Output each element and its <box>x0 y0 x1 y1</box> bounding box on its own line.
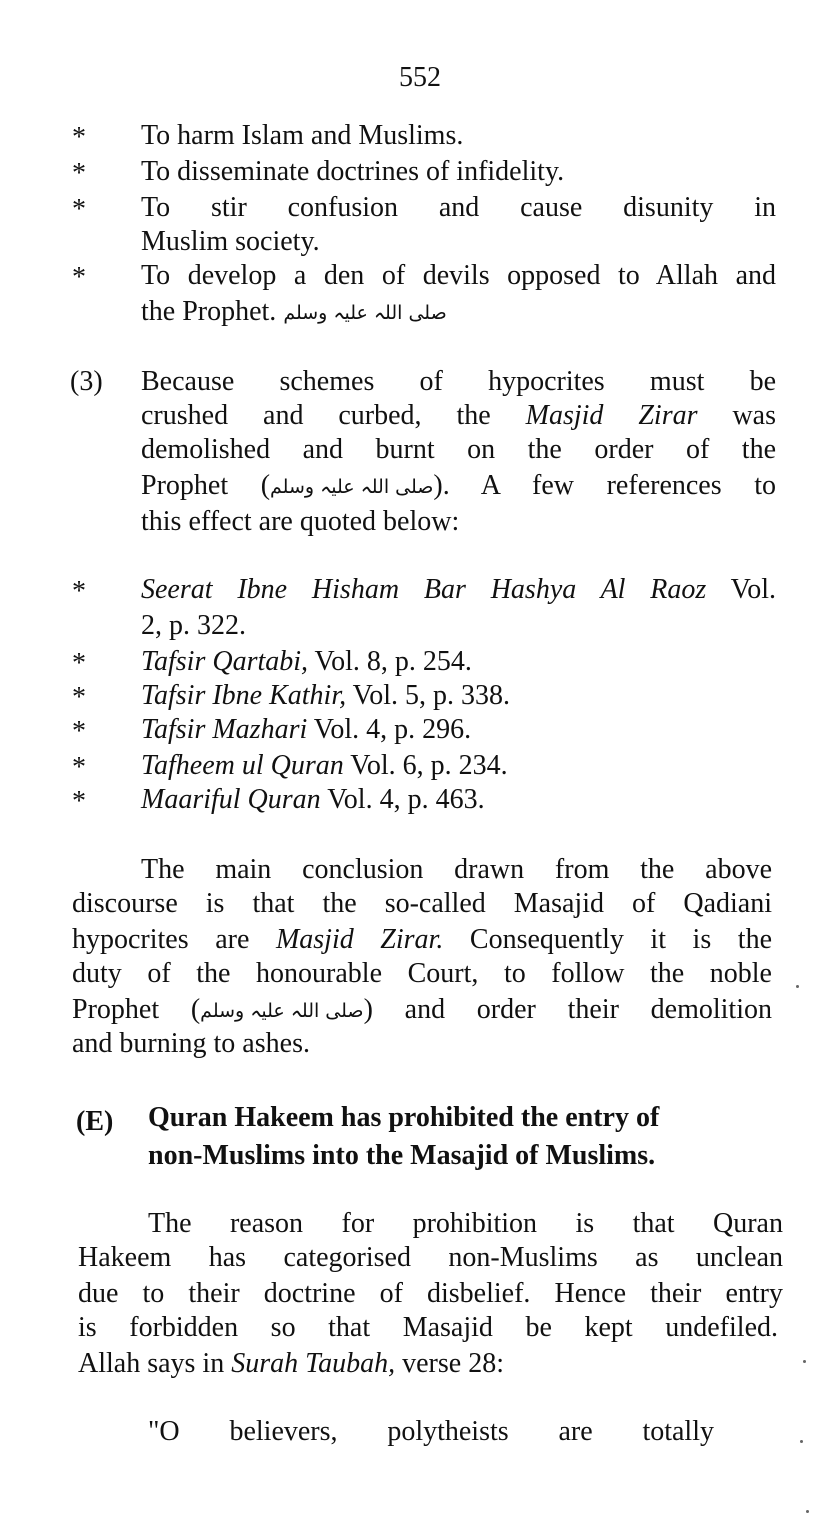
paragraph-line: demolished and burnt on the order of the <box>141 434 776 465</box>
bullet-marker: * <box>72 786 86 817</box>
paragraph-line: Because schemes of hypocrites must be <box>141 366 776 397</box>
paragraph-line <box>141 468 776 505</box>
paragraph-line: The reason for prohibition is that Quran <box>148 1208 783 1239</box>
paragraph-line <box>141 398 776 433</box>
arabic-salutation: صلی اللہ علیہ وسلم <box>283 302 447 324</box>
page-number: 552 <box>399 62 441 93</box>
bullet-text: To stir confusion and cause disunity in <box>141 192 776 223</box>
bullet-text: To harm Islam and Muslims. <box>141 120 464 151</box>
reference-title: Maariful Quran <box>141 784 321 815</box>
paragraph-line: The main conclusion drawn from the above <box>141 854 772 885</box>
italic-term: Surah Taubah, <box>231 1348 396 1379</box>
bullet-text-line: the Prophet. <box>141 296 277 327</box>
reference-detail: Vol. 4, p. 463. <box>327 784 485 815</box>
paragraph-line: is forbidden so that Masajid be kept undefiled. <box>78 1312 778 1343</box>
paragraph-line: and burning to ashes. <box>72 1028 310 1059</box>
bullet-marker: * <box>72 682 86 713</box>
reference-title: Tafsir Ibne Kathir, <box>141 680 347 711</box>
bullet-marker: * <box>72 576 86 607</box>
paragraph-line <box>72 922 772 957</box>
paragraph-line: Hakeem has categorised non-Muslims as unclean <box>78 1242 783 1273</box>
paragraph-line: duty of the honourable Court, to follow the noble <box>72 958 772 989</box>
section-heading-continued: non-Muslims into the Masajid of Muslims. <box>148 1140 656 1171</box>
text-span: ). A few references to <box>433 470 776 501</box>
text-span: Allah says in <box>78 1348 225 1379</box>
text-span: Prophet ( <box>72 994 201 1025</box>
scan-speck <box>800 1440 803 1443</box>
text-span: verse 28: <box>402 1348 504 1379</box>
reference-detail: Vol. 4, p. 296. <box>313 714 472 745</box>
text-span: hypocrites are <box>72 924 250 955</box>
reference-detail: Vol. 6, p. 234. <box>350 750 508 781</box>
arabic-salutation: صلی اللہ علیہ وسلم <box>270 476 434 498</box>
text-span: was <box>732 400 776 431</box>
bullet-marker: * <box>72 194 86 225</box>
paragraph-line <box>72 992 772 1029</box>
scan-speck <box>796 985 799 988</box>
scan-speck <box>806 1510 809 1513</box>
paragraph-line <box>78 1346 783 1381</box>
reference-item-continued: 2, p. 322. <box>141 610 246 641</box>
paragraph-line: due to their doctrine of disbelief. Hence their entry <box>78 1278 783 1309</box>
section-heading: Quran Hakeem has prohibited the entry of <box>148 1102 660 1133</box>
bullet-marker: * <box>72 752 86 783</box>
italic-term: Masjid Zirar. <box>275 924 444 955</box>
reference-title: Seerat Ibne Hisham Bar Hashya Al Raoz <box>141 574 707 605</box>
paragraph-line: this effect are quoted below: <box>141 506 460 537</box>
italic-term: Masjid Zirar <box>525 400 698 431</box>
reference-detail: Vol. 8, p. 254. <box>314 646 472 677</box>
paragraph-line: discourse is that the so-called Masajid of Qadiani <box>72 888 772 919</box>
bullet-marker: * <box>72 158 86 189</box>
scan-speck <box>803 1360 806 1363</box>
reference-detail: Vol. 5, p. 338. <box>352 680 511 711</box>
text-span: crushed and curbed, the <box>141 400 491 431</box>
reference-title: Tafsir Mazhari <box>141 714 308 745</box>
bullet-text: To develop a den of devils opposed to Allah and <box>141 260 776 291</box>
reference-item <box>141 782 776 817</box>
reference-title: Tafsir Qartabi, <box>141 646 309 677</box>
text-span: Prophet ( <box>141 470 271 501</box>
quote-line: "O believers, polytheists are totally <box>148 1416 714 1447</box>
reference-detail: Vol. <box>730 574 776 605</box>
text-span: ) and order their demolition <box>363 994 772 1025</box>
reference-item <box>141 644 776 679</box>
bullet-text-continued: Muslim society. <box>141 226 320 257</box>
reference-item <box>141 678 776 713</box>
reference-item <box>141 572 776 607</box>
point-marker: (3) <box>70 366 103 397</box>
text-span: Consequently it is the <box>469 924 772 955</box>
bullet-marker: * <box>72 262 86 293</box>
section-marker: (E) <box>76 1106 114 1137</box>
bullet-text-continued <box>141 294 776 331</box>
bullet-marker: * <box>72 648 86 679</box>
reference-item <box>141 748 776 783</box>
bullet-marker: * <box>72 122 86 153</box>
arabic-salutation: صلی اللہ علیہ وسلم <box>200 1000 364 1022</box>
bullet-text: To disseminate doctrines of infidelity. <box>141 156 565 187</box>
reference-title: Tafheem ul Quran <box>141 750 344 781</box>
reference-item <box>141 712 776 747</box>
bullet-marker: * <box>72 716 86 747</box>
